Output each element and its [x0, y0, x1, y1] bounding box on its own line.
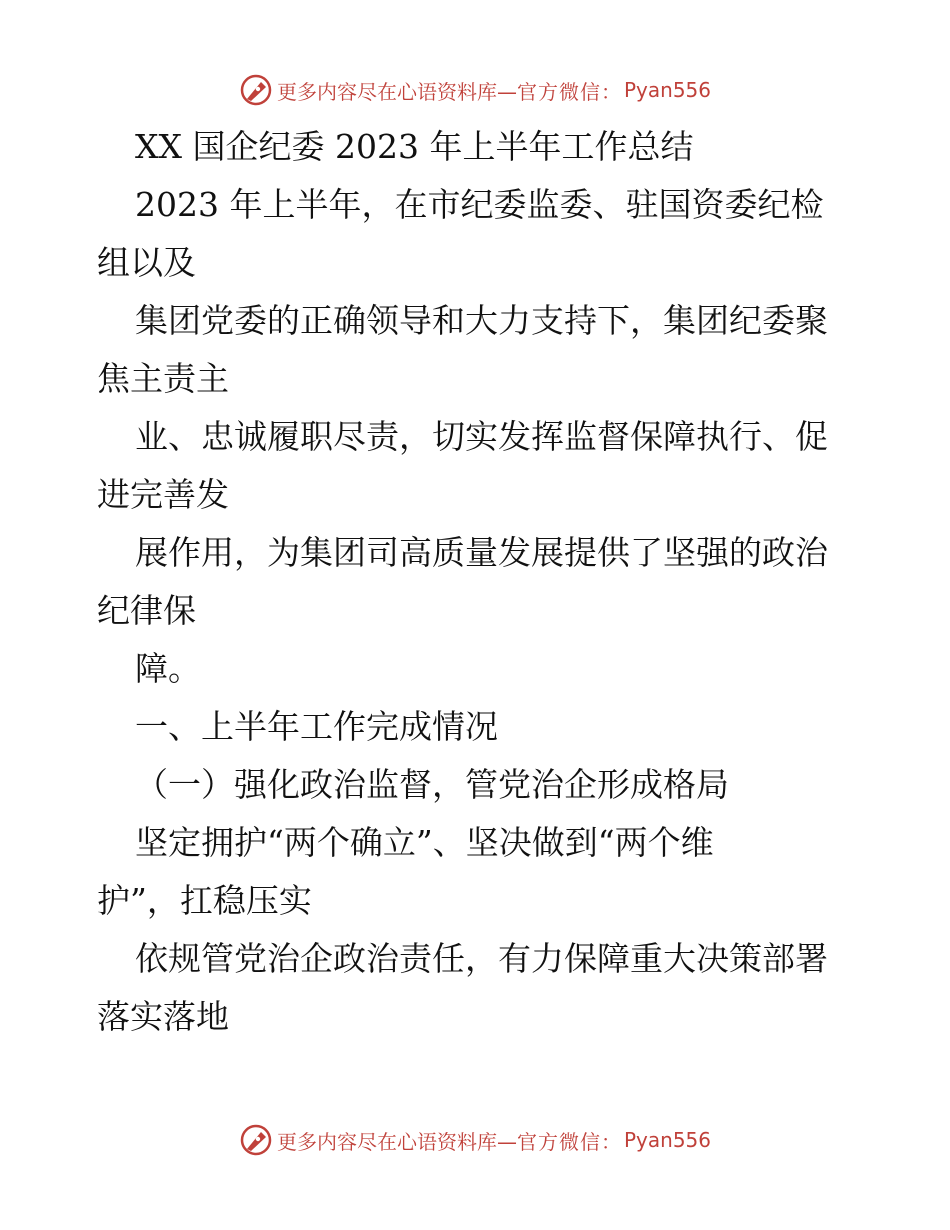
paragraph-line: 进完善发 [97, 475, 229, 514]
paragraph-line: 焦主责主 [97, 359, 229, 398]
document-body [97, 118, 857, 1046]
watermark-banner-top [0, 70, 950, 110]
watermark-site-text: 更多内容尽在心语资料库— [276, 1129, 517, 1154]
subsection-heading: （一）强化政治监督，管党治企形成格局 [135, 765, 729, 804]
paragraph-line: 业、忠诚履职尽责，切实发挥监督保障执行、促 [135, 417, 828, 456]
paragraph-line: 集团党委的正确领导和大力支持下，集团纪委聚 [135, 301, 828, 340]
paragraph-line: 依规管党治企政治责任，有力保障重大决策部署 [135, 939, 828, 978]
paragraph-line: 落实落地 [97, 997, 229, 1036]
paragraph-line: 组以及 [97, 243, 196, 282]
pen-nib-logo-icon [239, 73, 273, 107]
watermark-account: Pyan556 [623, 78, 711, 102]
watermark-wechat-label: 官方微信： [516, 1129, 622, 1154]
watermark-banner-bottom [0, 1120, 950, 1160]
paragraph-line: 2023 年上半年，在市纪委监委、驻国资委纪检 [135, 185, 824, 224]
watermark-wechat-label: 官方微信： [516, 79, 622, 104]
paragraph-line: 坚定拥护“两个确立”、坚决做到“两个维 [135, 823, 714, 862]
paragraph-line: 障。 [135, 649, 201, 688]
pen-nib-logo-icon [239, 1123, 273, 1157]
document-title: XX 国企纪委 2023 年上半年工作总结 [135, 127, 694, 166]
paragraph-line: 护”，扛稳压实 [97, 881, 312, 920]
watermark-account: Pyan556 [623, 1128, 711, 1152]
paragraph-line: 展作用，为集团司高质量发展提供了坚强的政治 [135, 533, 828, 572]
paragraph-line: 纪律保 [97, 591, 196, 630]
watermark-site-text: 更多内容尽在心语资料库— [276, 79, 517, 104]
section-heading: 一、上半年工作完成情况 [135, 707, 498, 746]
